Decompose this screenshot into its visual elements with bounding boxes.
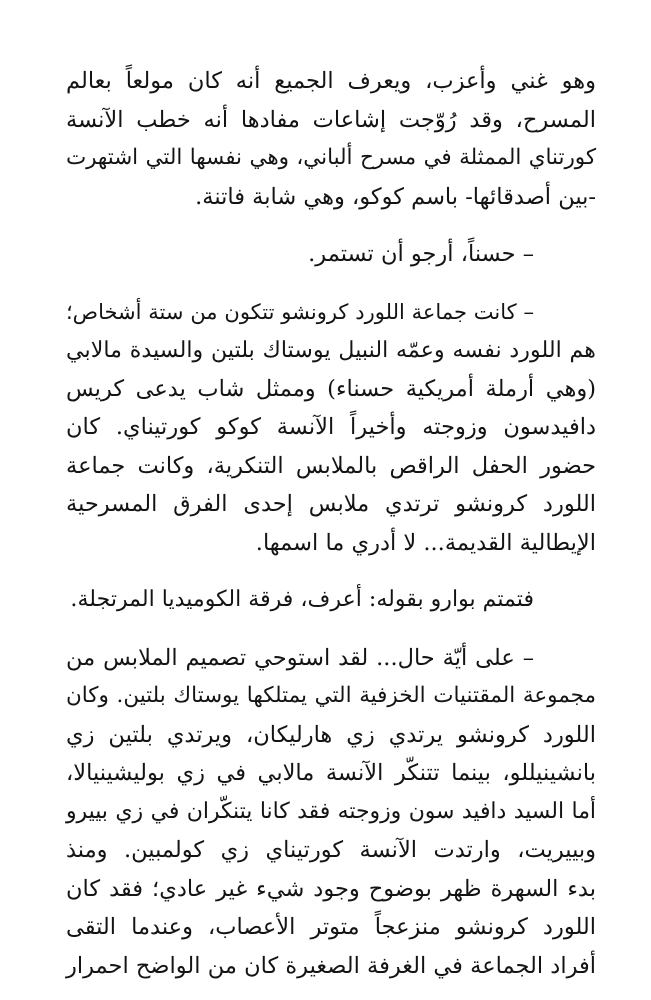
text-line: وهو غني وأعزب، ويعرف الجميع أنه كان مولعاً بعالم xyxy=(66,68,596,94)
text-line: مجموعة المقتنيات الخزفية التي يمتلكها يوستاك بلتين. وكان xyxy=(66,683,596,708)
paragraph-gap xyxy=(66,274,596,293)
paragraph-gap xyxy=(66,562,596,581)
paragraph-3 xyxy=(66,293,596,563)
paragraph-2 xyxy=(66,235,596,274)
paragraph-gap xyxy=(66,216,596,235)
paragraph-4 xyxy=(66,581,596,620)
text-line: أفراد الجماعة في الغرفة الصغيرة كان من الواضح احمرار xyxy=(66,952,596,979)
text-line: حضور الحفل الراقص بالملابس التنكرية، وكانت جماعة xyxy=(66,452,596,479)
text-line: (وهي أرملة أمريكية حسناء) وممثل شاب يدعى كريس xyxy=(66,375,596,402)
text-line: أما السيد دافيد سون وزوجته فقد كانا يتنكّران في زي بييرو xyxy=(66,798,596,824)
text-line: وبييريت، وارتدت الآنسة كورتيناي زي كولمبين. ومنذ xyxy=(66,837,596,863)
text-line: اللورد كرونشو ترتدي ملابس إحدى الفرق المسرحية xyxy=(66,491,596,517)
paragraph-1 xyxy=(66,62,596,216)
text-line: اللورد كرونشو يرتدي زي هارليكان، ويرتدي بلتين زي xyxy=(66,721,596,748)
text-line: بدء السهرة ظهر بوضوح وجود شيء غير عادي؛ فقد كان xyxy=(66,875,596,902)
text-line: – كانت جماعة اللورد كرونشو تتكون من ستة أشخاص؛ xyxy=(66,299,534,324)
text-line: كورتناي الممثلة في مسرح ألباني، وهي نفسها التي اشتهرت xyxy=(66,145,596,170)
text-line: دافيدسون وزوجته وأخيراً الآنسة كوكو كورتيناي. كان xyxy=(66,414,596,440)
text-line: الإيطالية القديمة... لا أدري ما اسمها. xyxy=(255,529,596,556)
text-line: – حسناً، أرجو أن تستمر. xyxy=(308,241,534,267)
text-line: -بين أصدقائها- باسم كوكو، وهي شابة فاتنة. xyxy=(195,183,596,210)
text-line: اللورد كرونشو منزعجاً متوتر الأعصاب، وعندما التقى xyxy=(66,914,596,940)
text-line: هم اللورد نفسه وعمّه النبيل يوستاك بلتين والسيدة مالابي xyxy=(66,337,596,363)
text-line: بانشينيللو، بينما تتنكّر الآنسة مالابي في زي بوليشينيالا، xyxy=(66,760,596,786)
paragraph-gap xyxy=(66,620,596,639)
text-line: المسرح، وقد رُوّجت إشاعات مفادها أنه خطب الآنسة xyxy=(66,106,596,133)
paragraph-5 xyxy=(66,639,596,986)
text-line: – على أيّة حال... لقد استوحي تصميم الملابس من xyxy=(66,644,534,671)
text-line: فتمتم بوارو بقوله: أعرف، فرقة الكوميديا المرتجلة. xyxy=(70,587,534,612)
